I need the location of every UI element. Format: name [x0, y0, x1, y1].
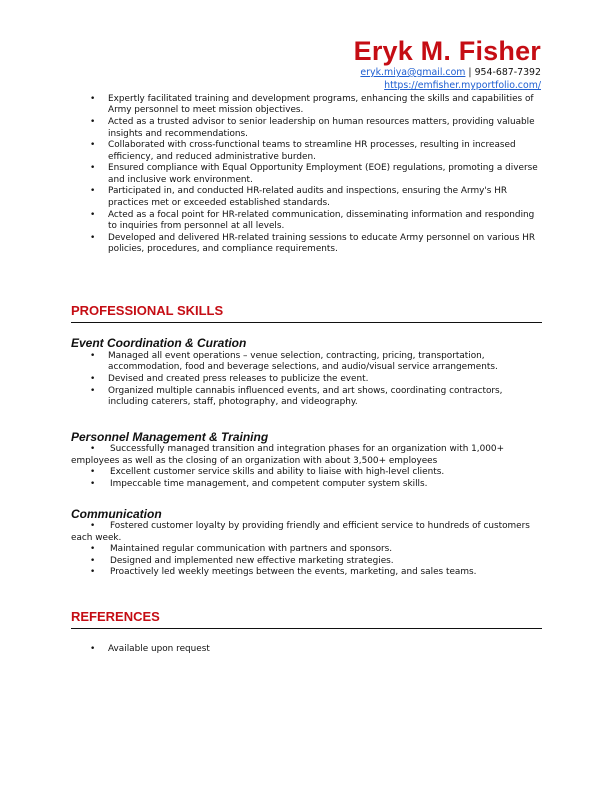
list-item: • Expertly facilitated training and development programs, enhancing the skills and capabilities of Army personnel to meet mission objectives.: [90, 94, 542, 117]
list-item: • Fostered customer loyalty by providing friendly and efficient service to hundreds of customers each week.: [71, 521, 530, 543]
resume-header: [354, 36, 541, 92]
list-item: • Successfully managed transition and integration phases for an organization with 1,000+ employees as well as the closing of an organization with about 3,500+ employees: [71, 444, 505, 466]
list-item: • Acted as a focal point for HR-related communication, disseminating information and responding to inquiries from personnel at all levels.: [90, 210, 542, 233]
references-bullet-list: [90, 644, 542, 656]
list-item: • Excellent customer service skills and ability to liaise with high-level clients.: [90, 467, 445, 478]
portfolio-link[interactable]: https://emfisher.myportfolio.com/: [384, 80, 541, 91]
list-item: • Impeccable time management, and competent computer system skills.: [90, 478, 428, 489]
section-title-skills: PROFESSIONAL SKILLS: [71, 303, 542, 323]
event-bullet-list: [90, 351, 542, 409]
subsection-title-communication: Communication: [71, 507, 162, 521]
communication-bullet-list: [71, 521, 542, 579]
list-item: • Designed and implemented new effective marketing strategies.: [90, 555, 394, 566]
list-item: • Acted as a trusted advisor to senior leadership on human resources matters, providing valuable insights and recommendations.: [90, 117, 542, 140]
subsection-title-event: Event Coordination & Curation: [71, 336, 247, 350]
list-item: • Collaborated with cross-functional teams to streamline HR processes, resulting in increased efficiency, and reduced administrative burden.: [90, 140, 542, 163]
list-item: • Maintained regular communication with partners and sponsors.: [90, 544, 393, 555]
list-item: • Participated in, and conducted HR-related audits and inspections, ensuring the Army's HR practices met or exceeded established standards.: [90, 186, 542, 209]
section-title-references: REFERENCES: [71, 609, 542, 629]
website-line: [354, 80, 541, 92]
list-item: • Proactively led weekly meetings between the events, marketing, and sales teams.: [90, 567, 477, 578]
experience-bullet-list: [90, 94, 542, 256]
contact-separator: |: [468, 67, 472, 78]
candidate-name: Eryk M. Fisher: [353, 36, 541, 66]
personnel-bullet-list: [71, 444, 542, 490]
subsection-title-personnel: Personnel Management & Training: [71, 430, 269, 444]
contact-line: [354, 67, 541, 79]
list-item: • Ensured compliance with Equal Opportunity Employment (EOE) regulations, promoting a diverse and inclusive work environment.: [90, 163, 542, 186]
list-item: • Available upon request: [90, 644, 542, 655]
list-item: • Organized multiple cannabis influenced events, and art shows, coordinating contractors, including caterers, staff, photography, and videography.: [90, 386, 542, 409]
email-link[interactable]: eryk.miya@gmail.com: [360, 67, 466, 78]
list-item: • Developed and delivered HR-related training sessions to educate Army personnel on various HR policies, procedures, and compliance requirements.: [90, 233, 542, 256]
list-item: • Managed all event operations – venue selection, contracting, pricing, transportation, accommodation, food and beverage selections, and audio/visual service arrangements.: [90, 351, 542, 374]
phone-number: 954-687-7392: [474, 67, 541, 78]
list-item: • Devised and created press releases to publicize the event.: [90, 374, 542, 385]
